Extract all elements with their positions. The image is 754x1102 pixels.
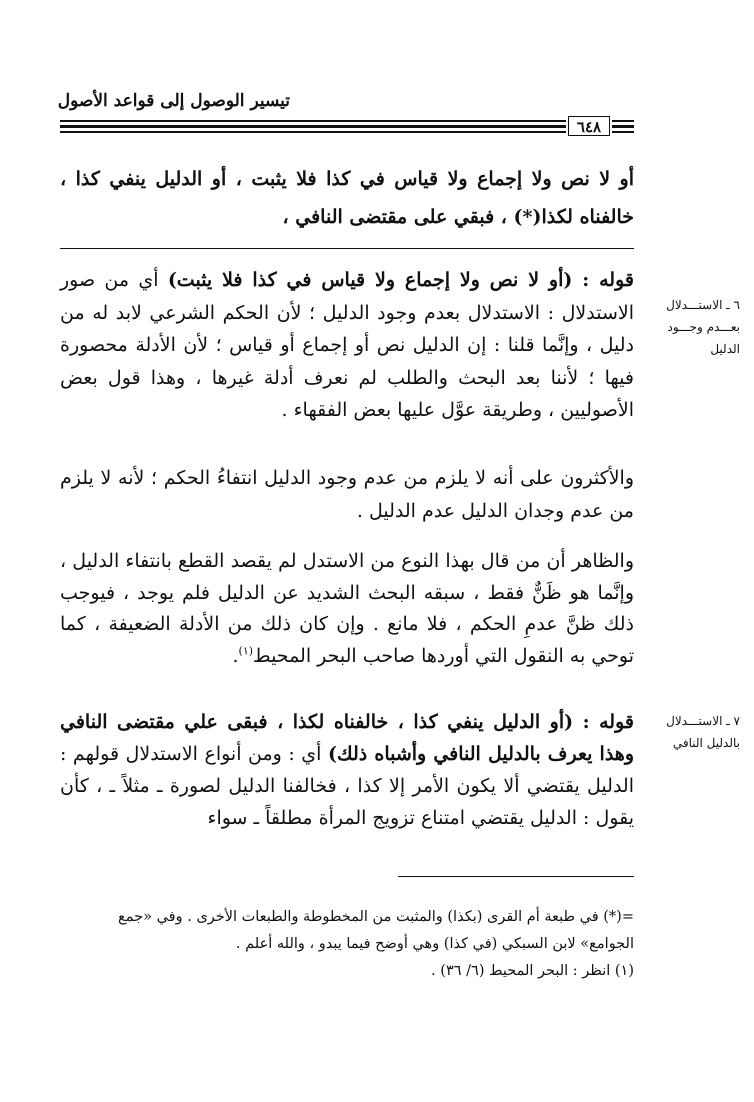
header-rule [60, 131, 566, 133]
commentary-paragraph-3 [60, 546, 634, 672]
commentary-text-4: أي : ومن أنواع الاستدلال قولهم : الدليل يقتضي ألا يكون الأمر إلا كذا ، فخالفنا الدليل لصورة ـ مثلاً ـ ، كأن يقول : الدليل يقتضي امتناع تزويج المرأة مطلقاً ـ سواء [60, 743, 634, 829]
page-number: ٦٤٨ [568, 116, 610, 136]
running-header-title: تيسير الوصول إلى قواعد الأصول [57, 91, 290, 111]
header-rule [612, 131, 634, 133]
margin-note-7: ٧ ـ الاستـــدلال بالدليل النافي [666, 714, 740, 750]
commentary-text-3: والظاهر أن من قال بهذا النوع من الاستدل لم يقصد القطع بانتفاء الدليل ، وإنَّما هو ظَنٌّ فقط ، سبقه البحث الشديد عن الدليل فلم يوجد ، فيوجب ذلك ظنَّ عدمِ الحكم ، فلا مانع . وإن كان ذلك من الأدلة الضعيفة ، كما توحي به النقول التي أوردها صاحب البحر المحيط [60, 550, 634, 667]
footnote-star: =(*) في طبعة أم القرى (بكذا) والمثبت من المخطوطة والطبعات الأخرى . وفي «جمع الجوامع» لابن السبكي (في كذا) وهي أوضح فيما يبدو ، والله أعلم . [118, 909, 634, 952]
margin-note-6: ٦ ـ الاستـــدلال بعـــدم وجـــود الدليل [666, 298, 740, 356]
commentary-lead-1: قوله : (أو لا نص ولا إجماع ولا قياس في كذا فلا يثبت) [167, 269, 634, 291]
commentary-paragraph-4 [60, 706, 634, 834]
footnote-ref-1[interactable]: (١) [238, 644, 254, 658]
header-rule [612, 125, 634, 128]
footnote-rule [398, 876, 634, 877]
section-divider [60, 248, 634, 249]
commentary-lead-4: قوله : (أو الدليل ينفي كذا ، خالفناه لكذا ، فبقى علي مقتضى النافي وهذا يعرف بالدليل النافي وأشباه ذلك) [60, 711, 634, 765]
commentary-paragraph-2: والأكثرون على أنه لا يلزم من عدم وجود الدليل انتفاءُ الحكم ؛ لأنه لا يلزم من عدم وجدان الدليل عدم الدليل . [60, 467, 634, 522]
header-rule [60, 125, 566, 128]
footnote-1: (١) انظر : البحر المحيط (٦/ ٣٦) . [431, 963, 634, 979]
commentary-text-3-end: . [232, 644, 239, 667]
header-rule [60, 120, 566, 122]
commentary-text-1: أي من صور الاستدلال : الاستدلال بعدم وجود الدليل ؛ لأن الحكم الشرعي لابد له من دليل ، وإنَّما قلنا : إن الدليل نص أو إجماع أو قياس ؛ لأن الأدلة محصورة فيها ؛ لأننا بعد البحث والطلب لم نعرف أدلة غيرها ، وهذا قول بعض الأصوليين ، وطريقة عوَّل عليها بعض الفقهاء . [60, 269, 634, 421]
matn-quote: أو لا نص ولا إجماع ولا قياس في كذا فلا يثبت ، أو الدليل ينفي كذا ، خالفناه لكذا(*) ، فبقي على مقتضى النافي ، [60, 168, 634, 228]
commentary-paragraph-1 [60, 264, 634, 427]
header-rule [612, 120, 634, 122]
